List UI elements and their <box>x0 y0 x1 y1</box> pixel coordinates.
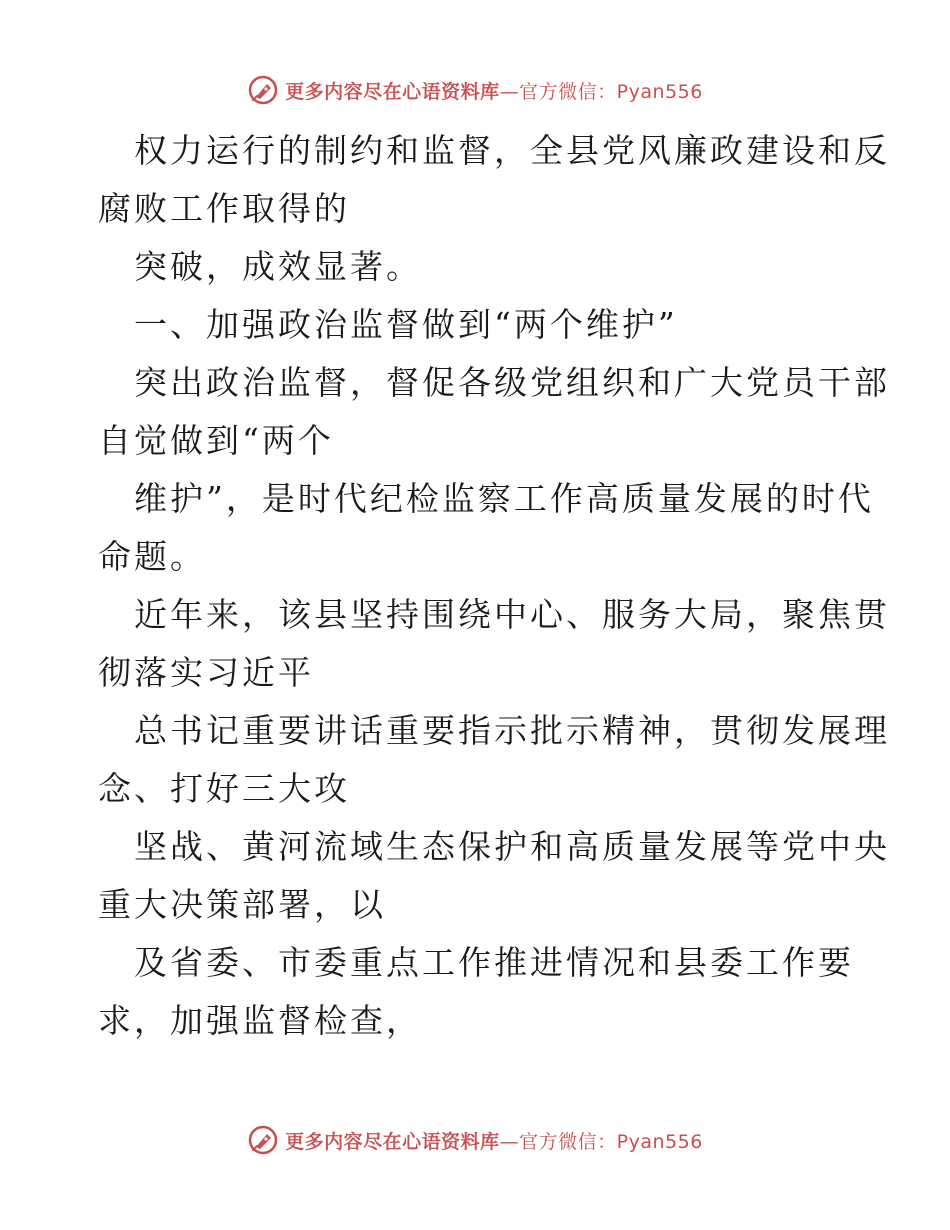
section-heading <box>98 296 858 354</box>
watermark-wechat: 官方微信：Pyan556 <box>519 1130 703 1153</box>
text-line: 腐败工作取得的 <box>98 189 350 228</box>
paragraph <box>98 586 890 702</box>
header-watermark <box>0 70 950 110</box>
text-line: 命题。 <box>98 537 206 576</box>
watermark-text <box>285 77 703 104</box>
text-line: 权力运行的制约和监督，全县党风廉政建设和反 <box>134 131 890 170</box>
text-line: 念、打好三大攻 <box>98 769 350 808</box>
text-line: 坚战、黄河流域生态保护和高质量发展等党中央 <box>134 827 890 866</box>
document-body <box>98 122 890 1050</box>
text-line: 求，加强监督检查， <box>98 1001 422 1040</box>
paragraph <box>98 702 890 818</box>
text-line: 重大决策部署，以 <box>98 885 386 924</box>
text-line: 近年来，该县坚持围绕中心、服务大局，聚焦贯 <box>134 595 890 634</box>
paragraph <box>98 934 858 1050</box>
watermark-dash: — <box>499 1130 520 1153</box>
text-line: 自觉做到“两个 <box>98 421 334 460</box>
paragraph <box>98 238 858 296</box>
text-line: 总书记重要讲话重要指示批示精神，贯彻发展理 <box>134 711 890 750</box>
text-line: 彻落实习近平 <box>98 653 314 692</box>
text-line: 一、加强政治监督做到“两个维护” <box>134 305 678 344</box>
watermark-brand: 更多内容尽在心语资料库 <box>285 1130 500 1153</box>
paragraph <box>98 818 890 934</box>
paragraph <box>98 470 874 586</box>
text-line: 及省委、市委重点工作推进情况和县委工作要 <box>134 943 854 982</box>
pen-nib-circle-icon <box>247 1124 279 1156</box>
footer-watermark <box>0 1120 950 1160</box>
pen-nib-circle-icon <box>247 74 279 106</box>
paragraph <box>98 354 890 470</box>
watermark-brand: 更多内容尽在心语资料库 <box>285 80 500 103</box>
watermark-dash: — <box>499 80 520 103</box>
text-line: 突破，成效显著。 <box>134 247 422 286</box>
watermark-text <box>285 1127 703 1154</box>
watermark-wechat: 官方微信：Pyan556 <box>519 80 703 103</box>
text-line: 维护”，是时代纪检监察工作高质量发展的时代 <box>134 479 874 518</box>
text-line: 突出政治监督，督促各级党组织和广大党员干部 <box>134 363 890 402</box>
paragraph <box>98 122 890 238</box>
